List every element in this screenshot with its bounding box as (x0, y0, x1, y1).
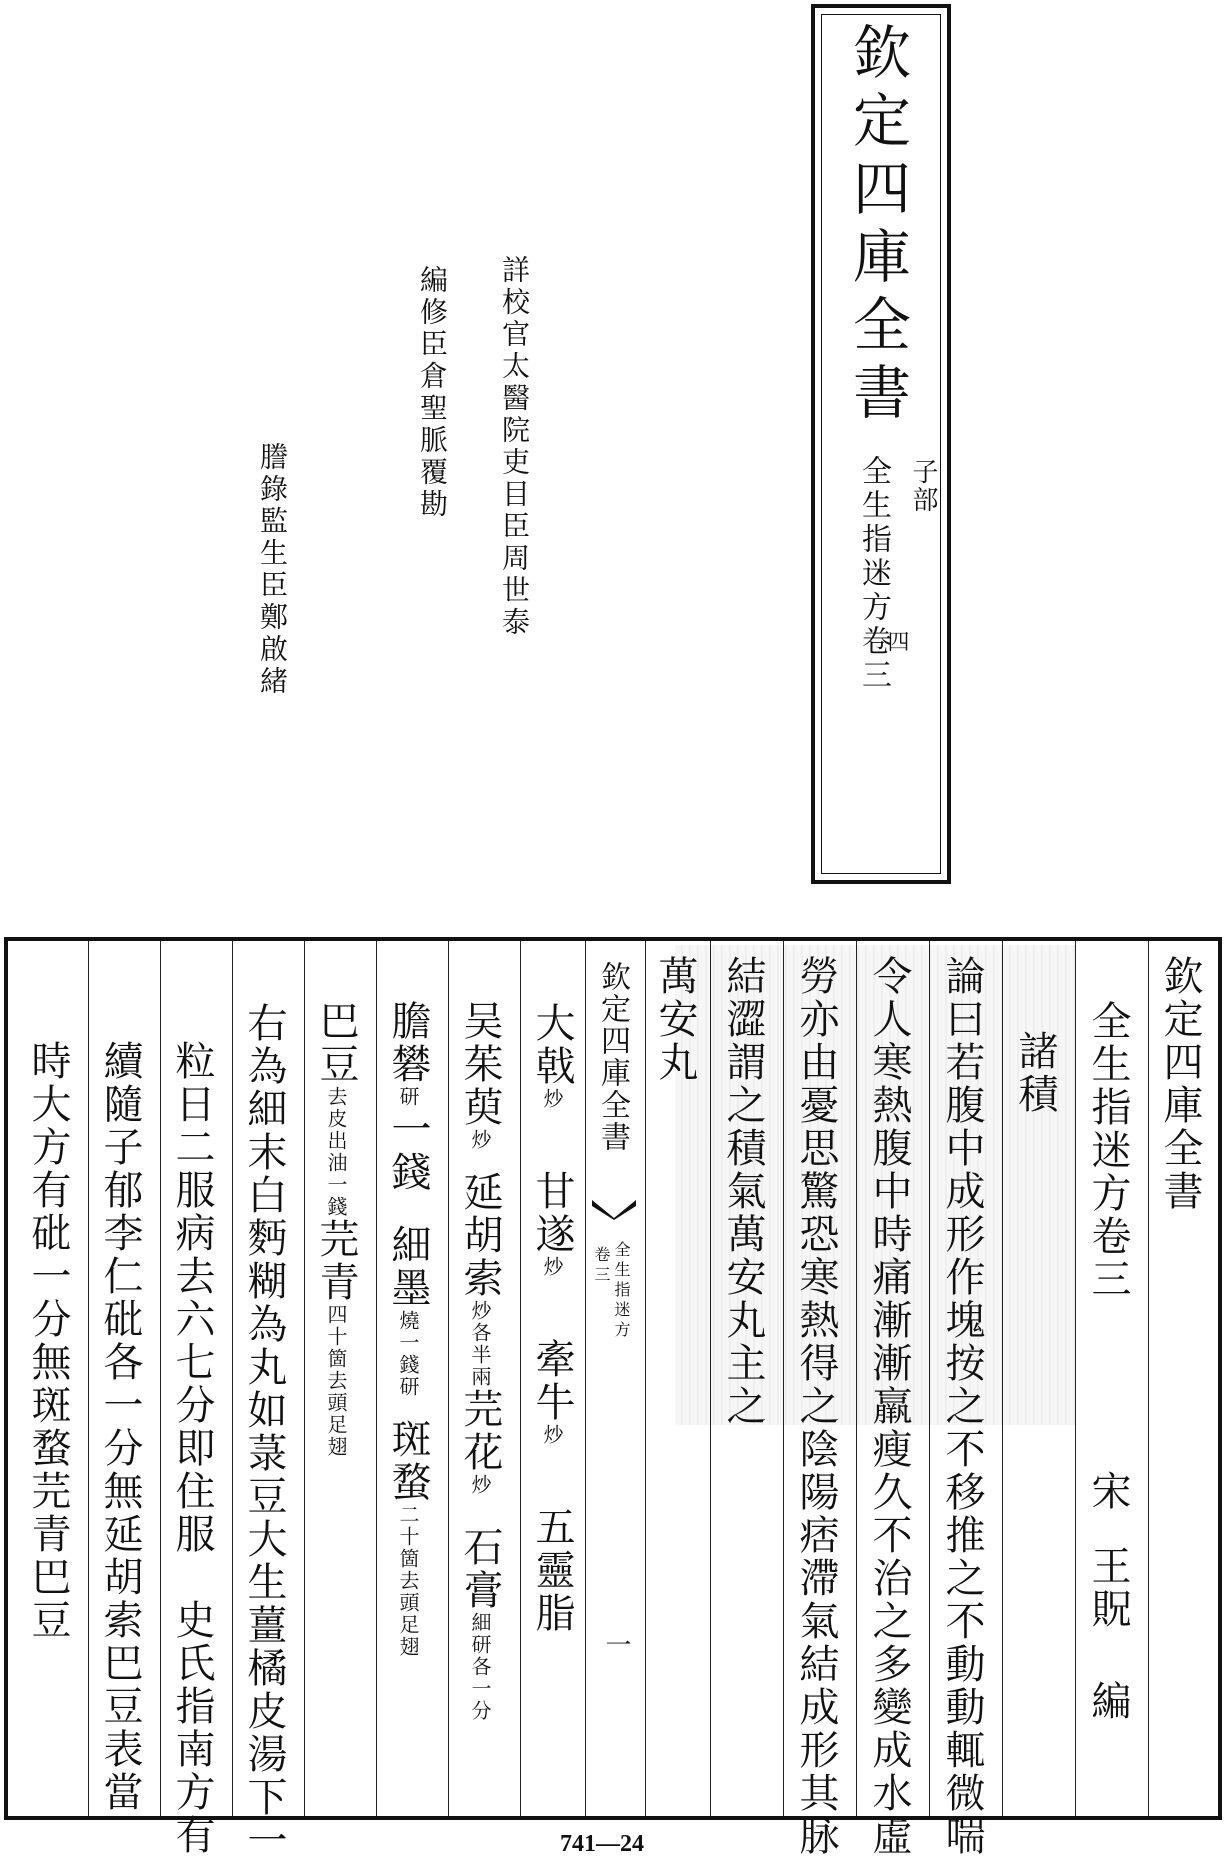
center-title: 欽定四庫全書 (595, 961, 630, 1153)
cover-category: 子部 (908, 458, 938, 514)
method-line-4: 時大方有砒一分無斑蝥芫青巴豆 (25, 1040, 71, 1642)
center-fold (585, 941, 645, 1816)
ingredient-note: 炒 (540, 1256, 564, 1278)
recipe-name: 萬安丸 (652, 955, 698, 1084)
column-rule (856, 941, 857, 1816)
ingredient: 一錢 (385, 1108, 431, 1194)
ingredient-row-3 (385, 1000, 431, 1658)
book-title: 全生指迷方卷三 (1085, 1000, 1131, 1301)
column-rule (1075, 941, 1076, 1816)
ingredient: 吴茱萸 (457, 1000, 503, 1129)
ingredient-row-1 (529, 1002, 575, 1635)
author-name: 王貺 編 (1085, 1545, 1131, 1723)
ingredient-note: 四十箇去頭足翅 (324, 1304, 348, 1458)
section-heading: 諸積 (1012, 1030, 1058, 1116)
ingredient-note: 炒 (468, 1129, 492, 1151)
ingredient-row-2 (457, 1000, 503, 1722)
cover-book-title: 全生指迷方卷三 (856, 455, 891, 693)
fish-tail-mark-icon (590, 1198, 638, 1220)
column-rule (88, 941, 89, 1816)
ingredient-note: 二十箇去頭足翅 (396, 1504, 420, 1658)
ingredient-note: 炒各半兩 (468, 1300, 492, 1388)
ingredient-note: 燒一錢研 (396, 1310, 420, 1398)
center-leaf-number: 一 (601, 1631, 631, 1657)
column-rule (645, 941, 646, 1816)
method-line-1: 右為細末白麪糊為丸如菉豆大生薑橘皮湯下一 (241, 1002, 287, 1862)
theory-line-1: 論曰若腹中成形作塊按之不移推之不動動輒微喘 (939, 955, 985, 1858)
column-rule (1002, 941, 1003, 1816)
theory-line-2: 令人寒熱腹中時痛漸漸羸瘦久不治之多變成水虛 (866, 955, 912, 1858)
ingredient: 芫青 (313, 1218, 359, 1304)
page-header-title: 欽定四庫全書 (1157, 955, 1203, 1213)
ingredient-note: 研 (396, 1086, 420, 1108)
column-rule (232, 941, 233, 1816)
ingredient: 斑蝥 (385, 1418, 431, 1504)
theory-line-4: 結澀謂之積氣萬安丸主之 (720, 955, 766, 1428)
method-line-2: 粒日二服病去六七分即住服 史氏指南方有 (169, 1040, 215, 1857)
column-rule (1148, 941, 1149, 1816)
credit-editor: 編修臣倉聖脈覆勘 (416, 265, 449, 521)
ingredient: 芫花 (457, 1388, 503, 1474)
ingredient: 膽礬 (385, 1000, 431, 1086)
credit-copyist: 謄錄監生臣鄭啟緒 (256, 442, 289, 698)
column-rule (304, 941, 305, 1816)
center-book: 全生指迷方 (612, 1241, 631, 1341)
ingredient-note: 炒 (468, 1474, 492, 1496)
credit-proofreader: 詳校官太醫院吏目臣周世泰 (498, 255, 531, 639)
ingredient: 甘遂 (529, 1170, 575, 1256)
method-line-3: 續隨子郁李仁砒各一分無延胡索巴豆表當 (97, 1040, 143, 1814)
ingredient-note: 去皮出油一錢 (324, 1086, 348, 1218)
column-rule (520, 941, 521, 1816)
column-rule (448, 941, 449, 1816)
ingredient-note: 細研各一分 (468, 1612, 492, 1722)
center-juan: 卷三 (592, 1246, 611, 1286)
ingredient-row-4 (313, 1000, 359, 1458)
cover-juan-alt: 四 (884, 630, 909, 652)
ingredient: 大戟 (529, 1002, 575, 1088)
cover-title: 欽定四庫全書 (843, 22, 911, 430)
column-rule (929, 941, 930, 1816)
ingredient: 延胡索 (457, 1171, 503, 1300)
column-rule (710, 941, 711, 1816)
ingredient: 牽牛 (529, 1338, 575, 1424)
ingredient-note: 炒 (540, 1424, 564, 1446)
author-dynasty: 宋 (1085, 1470, 1131, 1513)
theory-line-3: 勞亦由憂思驚恐寒熱得之陰陽痞滯氣結成形其脉 (793, 955, 839, 1858)
ingredient: 細墨 (385, 1224, 431, 1310)
column-rule (783, 941, 784, 1816)
column-rule (160, 941, 161, 1816)
ingredient-note: 炒 (540, 1088, 564, 1110)
ingredient: 巴豆 (313, 1000, 359, 1086)
page-number: 741—24 (560, 1831, 644, 1857)
column-rule (376, 941, 377, 1816)
ingredient: 石膏 (457, 1526, 503, 1612)
ingredient: 五靈脂 (529, 1506, 575, 1635)
